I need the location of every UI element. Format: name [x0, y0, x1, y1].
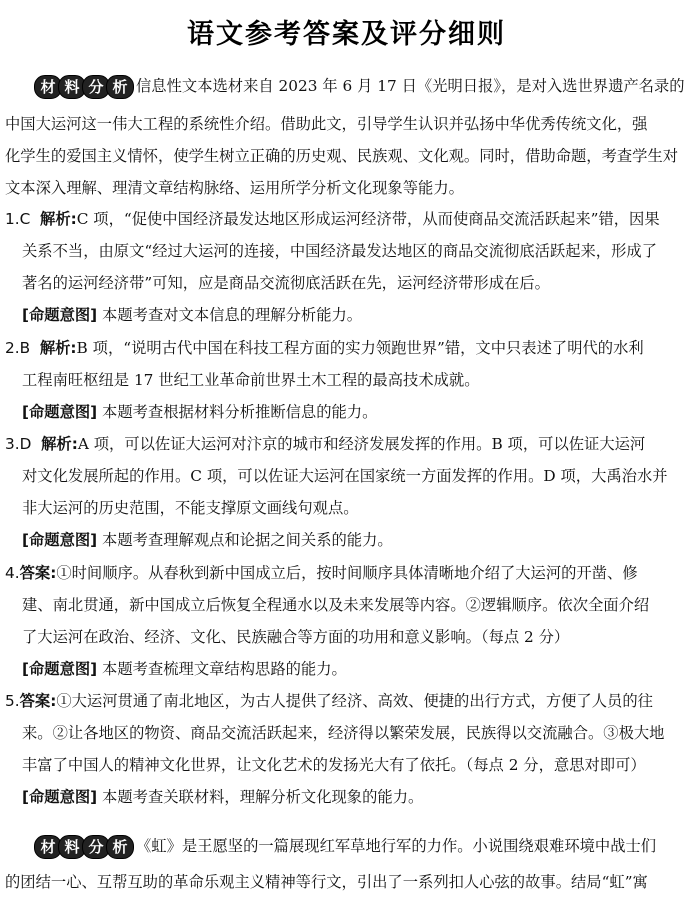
material-analysis-badge-2: 材 料 分 析	[34, 835, 130, 859]
q2-label: 解析:	[39, 339, 77, 357]
q2-line-2: 工程南旺枢纽是 17 世纪工业革命前世界土木工程的最高技术成就。	[22, 371, 480, 389]
q3-line-1: 3.D 解析:A 项，可以佐证大运河对汴京的城市和经济发展发挥的作用。B 项，可以佐证大运河	[5, 435, 646, 453]
q1-line-2: 关系不当，由原文“经过大运河的连接，中国经济最发达地区的商品交流彻底活跃起来，形成了	[22, 242, 657, 260]
outro-line-1: 材 料 分 析 《虹》是王愿坚的一篇展现红军草地行军的力作。小说围绕艰难环境中战士们	[34, 835, 656, 859]
q3-label: 解析:	[41, 435, 78, 453]
intro-line-3: 化学生的爱国主义情怀，使学生树立正确的历史观、民族观、文化观。同时，借助命题，考查学生对	[5, 147, 679, 165]
q1-number: 1.C	[5, 210, 31, 228]
q2-number: 2.B	[5, 339, 31, 357]
q5-intent: [命题意图] 本题考查关联材料，理解分析文化现象的能力。	[22, 788, 424, 806]
q3-intent: [命题意图] 本题考查理解观点和论据之间关系的能力。	[22, 531, 393, 549]
q5-number: 5.	[5, 692, 20, 710]
q4-intent: [命题意图] 本题考查梳理文章结构思路的能力。	[22, 660, 347, 678]
q3-line-2: 对文化发展所起的作用。C 项，可以佐证大运河在国家统一方面发挥的作用。D 项，大禹治水并	[22, 467, 668, 485]
intro-line-4: 文本深入理解、理清文章结构脉络、运用所学分析文化现象等能力。	[5, 179, 464, 197]
q2-intent: [命题意图] 本题考查根据材料分析推断信息的能力。	[22, 403, 378, 421]
q1-line-1: 1.C 解析:C 项，“促使中国经济最发达地区形成运河经济带，从而使商品交流活跃起来”错，因果	[5, 210, 660, 228]
material-analysis-badge: 材 料 分 析	[34, 75, 130, 99]
q1-line-3: 著名的运河经济带”可知，应是商品交流彻底活跃在先，运河经济带形成在后。	[22, 274, 550, 292]
intro-line-2: 中国大运河这一伟大工程的系统性介绍。借助此文，引导学生认识并弘扬中华优秀传统文化，强	[5, 115, 648, 133]
q4-label: 答案:	[19, 564, 57, 582]
q5-line-3: 丰富了中国人的精神文化世界，让文化艺术的发扬光大有了依托。（每点 2 分，意思对即可）	[22, 756, 646, 774]
q3-line-3: 非大运河的历史范围，不能支撑原文画线句观点。	[22, 499, 359, 517]
q3-number: 3.D	[5, 435, 32, 453]
outro-line-2: 的团结一心、互帮互助的革命乐观主义精神等行文，引出了一系列扣人心弦的故事。结局“虹”寓	[5, 873, 648, 891]
q5-line-2: 来。②让各地区的物资、商品交流活跃起来，经济得以繁荣发展，民族得以交流融合。③极大地	[22, 724, 665, 742]
q2-line-1: 2.B 解析:B 项，“说明古代中国在科技工程方面的实力领跑世界”错，文中只表述了明代的水利	[5, 339, 644, 357]
q1-label: 解析:	[40, 210, 77, 228]
q4-line-2: 建、南北贯通，新中国成立后恢复全程通水以及未来发展等内容。②逻辑顺序。依次全面介绍	[22, 596, 650, 614]
q4-line-1: 4.答案:①时间顺序。从春秋到新中国成立后，按时间顺序具体清晰地介绍了大运河的开凿、修	[5, 564, 638, 582]
q5-line-1: 5.答案:①大运河贯通了南北地区，为古人提供了经济、高效、便捷的出行方式，方便了人员的往	[5, 692, 653, 710]
q5-label: 答案:	[19, 692, 57, 710]
q4-number: 4.	[5, 564, 20, 582]
intro-line-1: 材 料 分 析 信息性文本选材来自 2023 年 6 月 17 日《光明日报》，是对入选世界遗产名录的	[34, 75, 685, 99]
q1-intent: [命题意图] 本题考查对文本信息的理解分析能力。	[22, 306, 363, 324]
page-title: 语文参考答案及评分细则	[187, 19, 506, 50]
q4-line-3: 了大运河在政治、经济、文化、民族融合等方面的功用和意义影响。（每点 2 分）	[22, 628, 570, 646]
